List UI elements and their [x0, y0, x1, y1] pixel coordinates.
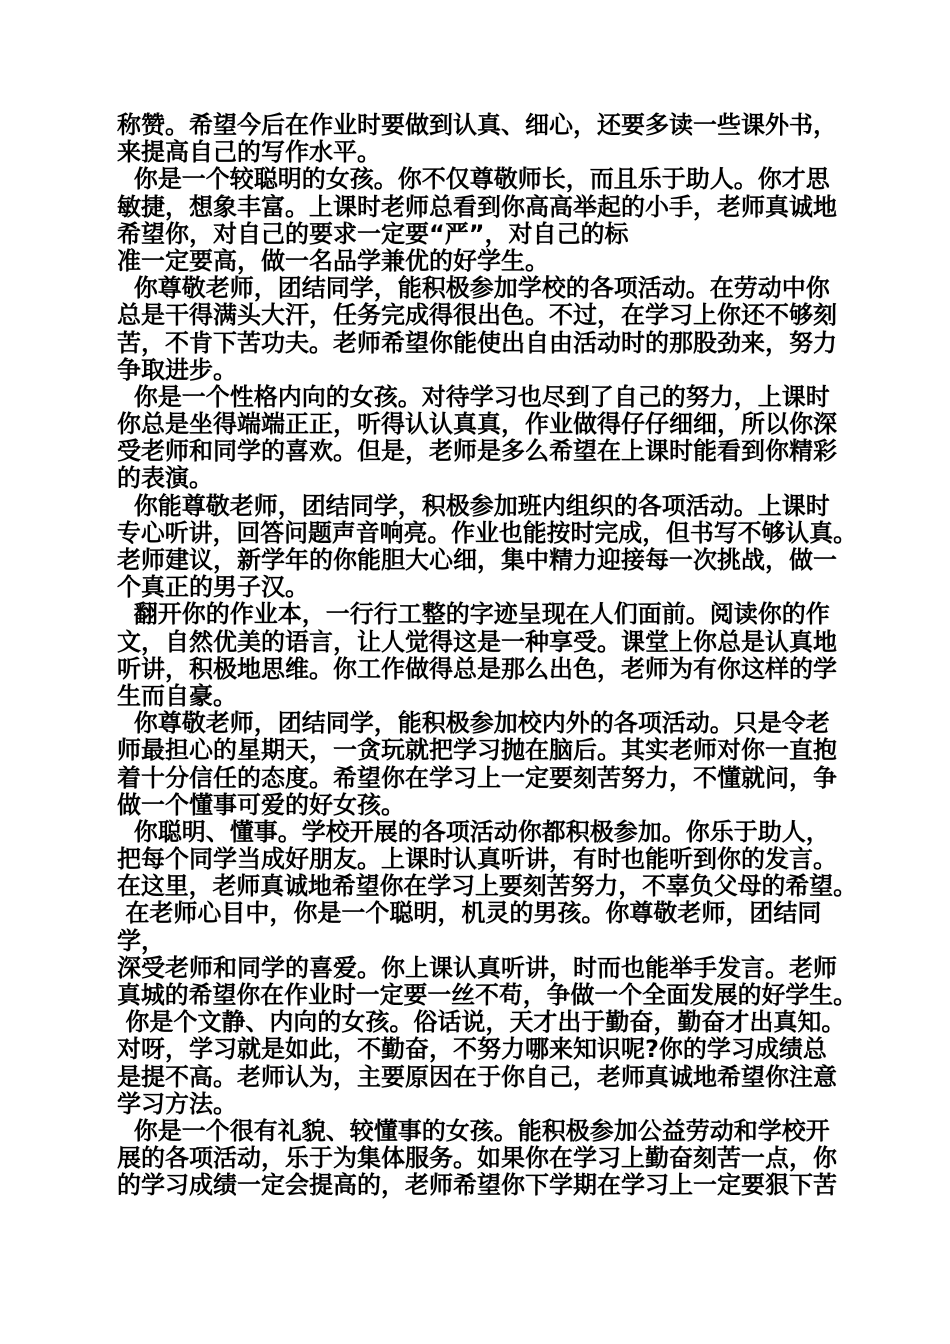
text-line: 是提不高。老师认为，主要原因在于你自己，老师真诚地希望你注意	[117, 1062, 837, 1091]
text-line: 着十分信任的态度。希望你在学习上一定要刻苦努力，不懂就问，争	[117, 763, 837, 792]
text-line: 的表演。	[117, 464, 213, 493]
text-line: 深受老师和同学的喜爱。你上课认真听讲，时而也能举手发言。老师	[117, 953, 837, 982]
text-line: 做一个懂事可爱的好女孩。	[117, 790, 405, 819]
text-line: 你是一个性格内向的女孩。对待学习也尽到了自己的努力，上课时	[117, 382, 830, 411]
text-line: 专心听讲，回答问题声音响亮。作业也能按时完成，但书写不够认真。	[117, 518, 857, 547]
text-line: 你能尊敬老师，团结同学，积极参加班内组织的各项活动。上课时	[117, 491, 830, 520]
text-line: 你是个文静、内向的女孩。俗话说，天才出于勤奋，勤奋才出真知。	[117, 1008, 846, 1037]
text-line: 总是干得满头大汗，任务完成得很出色。不过，在学习上你还不够刻	[117, 301, 837, 330]
text-line: 翻开你的作业本，一行行工整的字迹呈现在人们面前。阅读你的作	[117, 600, 830, 629]
text-line: 准一定要高，做一名品学兼优的好学生。	[117, 246, 549, 275]
text-line: 你尊敬老师，团结同学，能积极参加校内外的各项活动。只是令老	[117, 709, 830, 738]
comment-text-block	[117, 112, 857, 1200]
text-line: 争取进步。	[117, 355, 237, 384]
text-line: 展的各项活动，乐于为集体服务。如果你在学习上勤奋刻苦一点，你	[117, 1144, 837, 1173]
text-line: 你尊敬老师，团结同学，能积极参加学校的各项活动。在劳动中你	[117, 274, 830, 303]
text-line: 学，	[117, 926, 165, 955]
text-line: 真城的希望你在作业时一定要一丝不苟，争做一个全面发展的好学生。	[117, 981, 857, 1009]
text-line: 文，自然优美的语言，让人觉得这是一种享受。课堂上你总是认真地	[117, 627, 837, 656]
text-line: 学习方法。	[117, 1089, 237, 1118]
text-line: 的学习成绩一定会提高的，老师希望你下学期在学习上一定要狠下苦	[117, 1171, 837, 1200]
text-line: 你是一个较聪明的女孩。你不仅尊敬师长，而且乐于助人。你才思	[117, 165, 830, 194]
text-line: 对呀，学习就是如此，不勤奋，不努力哪来知识呢?你的学习成绩总	[117, 1035, 827, 1064]
text-line: 你总是坐得端端正正，听得认认真真，作业做得仔仔细细，所以你深	[117, 410, 837, 439]
text-line: 受老师和同学的喜欢。但是，老师是多么希望在上课时能看到你精彩	[117, 437, 837, 466]
text-line: 你是一个很有礼貌、较懂事的女孩。能积极参加公益劳动和学校开	[117, 1116, 830, 1145]
text-line: 生而自豪。	[117, 681, 237, 710]
text-line: 在老师心目中，你是一个聪明，机灵的男孩。你尊敬老师，团结同	[117, 899, 822, 928]
text-line: 老师建议，新学年的你能胆大心细，集中精力迎接每一次挑战，做一	[117, 546, 837, 574]
text-line: 敏捷，想象丰富。上课时老师总看到你高高举起的小手，老师真诚地	[117, 192, 837, 221]
text-line: 来提高自己的写作水平。	[117, 138, 381, 167]
text-line: 师最担心的星期天，一贪玩就把学习抛在脑后。其实老师对你一直抱	[117, 736, 837, 765]
text-line: 你聪明、懂事。学校开展的各项活动你都积极参加。你乐于助人，	[117, 817, 830, 846]
text-line: 听讲，积极地思维。你工作做得总是那么出色，老师为有你这样的学	[117, 654, 837, 683]
text-line: 个真正的男子汉。	[117, 573, 309, 602]
text-line: 把每个同学当成好朋友。上课时认真听讲，有时也能听到你的发言。	[117, 845, 837, 874]
text-line: 称赞。希望今后在作业时要做到认真、细心，还要多读一些课外书，	[117, 111, 837, 139]
text-line: 在这里，老师真诚地希望你在学习上要刻苦努力，不辜负父母的希望。	[117, 872, 857, 901]
text-line: 希望你，对自己的要求一定要“严”，对自己的标	[117, 219, 629, 248]
text-line: 苦，不肯下苦功夫。老师希望你能使出自由活动时的那股劲来，努力	[117, 328, 837, 357]
